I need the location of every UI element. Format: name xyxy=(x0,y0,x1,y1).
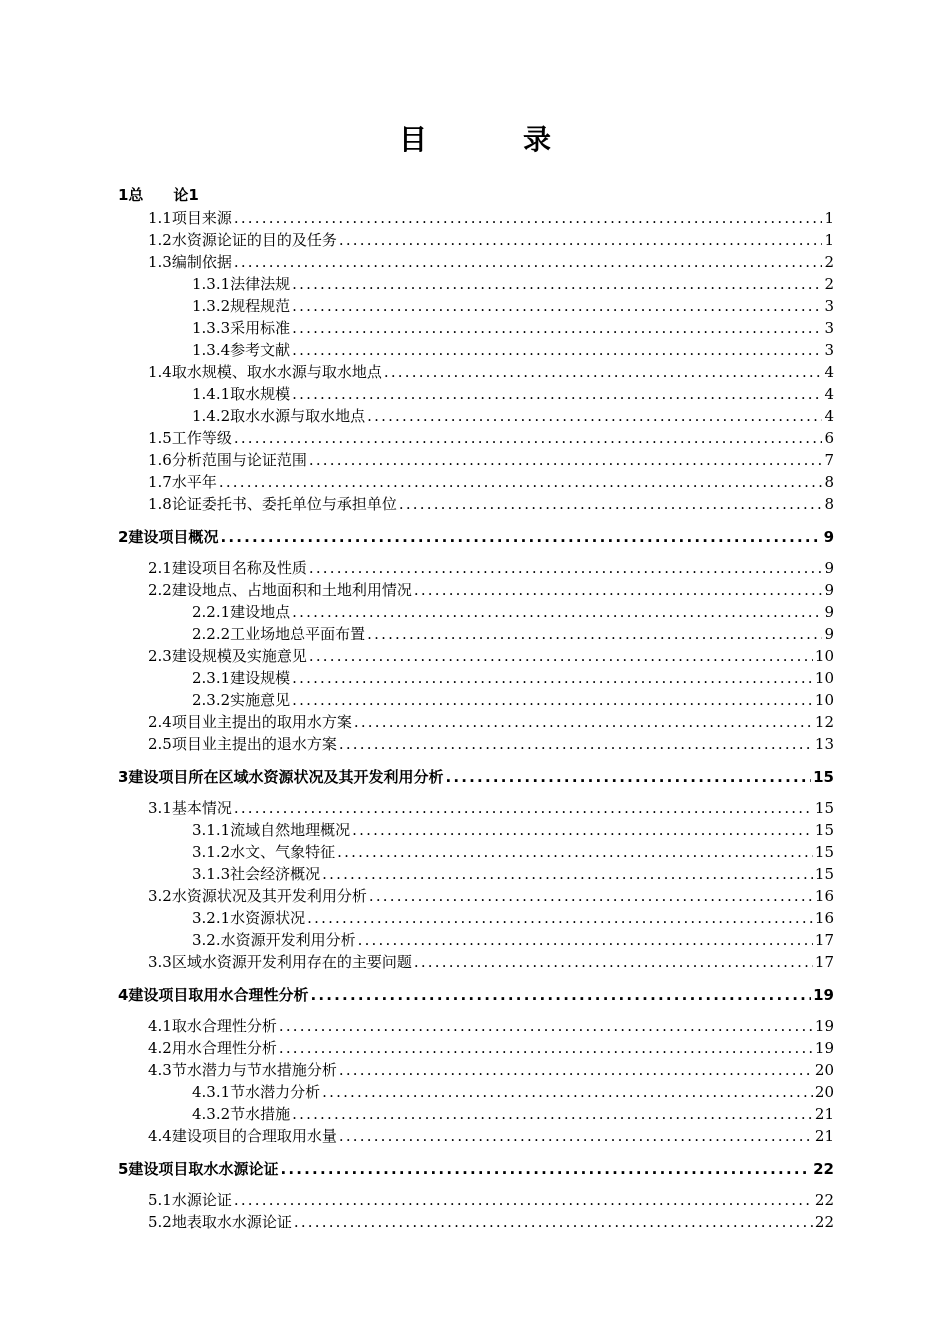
toc-entry-label: 2.2.2工业场地总平面布置 xyxy=(192,625,366,643)
toc-page-number: 4 xyxy=(824,385,834,403)
toc-page-number: 2 xyxy=(824,253,834,271)
toc-dot-leader xyxy=(309,449,823,471)
toc-page-number: 2 xyxy=(824,275,834,293)
toc-page-number: 10 xyxy=(814,647,834,665)
page-title-part1: 目 xyxy=(398,123,427,156)
toc-dot-leader xyxy=(358,929,813,951)
toc-entry-label: 2.3.2实施意见 xyxy=(192,691,291,709)
toc-entry-label: 2.1建设项目名称及性质 xyxy=(148,559,307,577)
toc-entry-label: 3.1.2水文、气象特征 xyxy=(192,843,336,861)
toc-entry[interactable] xyxy=(0,951,950,973)
toc-page-number: 16 xyxy=(814,887,834,905)
toc-dot-leader xyxy=(234,207,823,229)
toc-entry-label: 1总 论1 xyxy=(118,186,199,204)
toc-entry-label: 1.3.1法律法规 xyxy=(192,275,291,293)
toc-entry-label: 2.3建设规模及实施意见 xyxy=(148,647,307,665)
toc-dot-leader xyxy=(310,983,811,1007)
toc-entry[interactable] xyxy=(0,449,950,471)
toc-entry[interactable] xyxy=(0,251,950,273)
toc-page-number: 15 xyxy=(814,865,834,883)
toc-dot-leader xyxy=(292,295,822,317)
toc-entry-label: 3.2.1水资源状况 xyxy=(192,909,306,927)
toc-entry[interactable] xyxy=(0,841,950,863)
toc-entry[interactable] xyxy=(0,383,950,405)
toc-dot-leader xyxy=(339,733,813,755)
toc-entry[interactable] xyxy=(0,711,950,733)
toc-entry[interactable] xyxy=(0,1015,950,1037)
toc-page-number: 7 xyxy=(824,451,834,469)
toc-entry-label: 3.2.水资源开发利用分析 xyxy=(192,931,356,949)
toc-page-number: 4 xyxy=(824,363,834,381)
toc-page-number: 21 xyxy=(814,1127,834,1145)
toc-page-number: 6 xyxy=(824,429,834,447)
toc-dot-leader xyxy=(367,623,822,645)
toc-page-number: 19 xyxy=(814,1017,834,1035)
toc-dot-leader xyxy=(234,1189,813,1211)
toc-entry[interactable] xyxy=(0,907,950,929)
toc-dot-leader xyxy=(384,361,823,383)
toc-entry-label: 1.4.1取水规模 xyxy=(192,385,291,403)
toc-dot-leader xyxy=(369,885,813,907)
toc-entry[interactable] xyxy=(0,885,950,907)
toc-page-number: 4 xyxy=(824,407,834,425)
toc-entry-label: 2建设项目概况 xyxy=(118,528,219,546)
toc-entry-label: 4.1取水合理性分析 xyxy=(148,1017,277,1035)
toc-page-number: 9 xyxy=(824,603,834,621)
toc-entry[interactable] xyxy=(0,295,950,317)
toc-entry[interactable] xyxy=(0,797,950,819)
toc-entry-label: 1.3编制依据 xyxy=(148,253,232,271)
toc-entry-label: 1.3.4参考文献 xyxy=(192,341,291,359)
toc-dot-leader xyxy=(445,765,811,789)
toc-entry-label: 3.1.1流域自然地理概况 xyxy=(192,821,351,839)
toc-dot-leader xyxy=(354,711,813,733)
toc-dot-leader xyxy=(234,797,813,819)
toc-entry[interactable] xyxy=(0,317,950,339)
toc-entry-label: 2.2建设地点、占地面积和土地利用情况 xyxy=(148,581,412,599)
toc-chapter-entry[interactable] xyxy=(0,183,950,207)
toc-entry-label: 4.3.1节水潜力分析 xyxy=(192,1083,321,1101)
toc-entry-label: 4.2用水合理性分析 xyxy=(148,1039,277,1057)
toc-page-number: 13 xyxy=(814,735,834,753)
toc-entry-label: 1.5工作等级 xyxy=(148,429,232,447)
toc-page-number: 20 xyxy=(814,1083,834,1101)
toc-page-number: 1 xyxy=(824,231,834,249)
toc-page-number: 10 xyxy=(814,691,834,709)
toc-entry-label: 1.7水平年 xyxy=(148,473,217,491)
toc-entry-label: 4.4建设项目的合理取用水量 xyxy=(148,1127,337,1145)
toc-entry[interactable] xyxy=(0,733,950,755)
toc-entry[interactable] xyxy=(0,601,950,623)
toc-chapter-entry[interactable] xyxy=(0,765,950,789)
toc-entry-label: 1.4取水规模、取水水源与取水地点 xyxy=(148,363,382,381)
toc-entry[interactable] xyxy=(0,1059,950,1081)
toc-entry[interactable] xyxy=(0,1103,950,1125)
toc-page-number: 10 xyxy=(814,669,834,687)
toc-entry-label: 4.3节水潜力与节水措施分析 xyxy=(148,1061,337,1079)
toc-page-number: 3 xyxy=(824,297,834,315)
toc-dot-leader xyxy=(414,579,823,601)
toc-entry-label: 1.3.2规程规范 xyxy=(192,297,291,315)
toc-entry-label: 3.1基本情况 xyxy=(148,799,232,817)
toc-dot-leader xyxy=(292,317,822,339)
toc-page-number: 9 xyxy=(824,559,834,577)
toc-entry[interactable] xyxy=(0,819,950,841)
toc-entry-label: 1.8论证委托书、委托单位与承担单位 xyxy=(148,495,397,513)
toc-dot-leader xyxy=(292,339,822,361)
toc-page-number: 20 xyxy=(814,1061,834,1079)
toc-entry[interactable] xyxy=(0,579,950,601)
toc-entry-label: 5.1水源论证 xyxy=(148,1191,232,1209)
toc-page-number: 15 xyxy=(814,799,834,817)
toc-dot-leader xyxy=(234,251,823,273)
toc-dot-leader xyxy=(337,841,813,863)
toc-entry[interactable] xyxy=(0,339,950,361)
toc-entry[interactable] xyxy=(0,863,950,885)
toc-page-number: 22 xyxy=(814,1191,834,1209)
toc-entry-label: 3.2水资源状况及其开发利用分析 xyxy=(148,887,367,905)
toc-entry[interactable] xyxy=(0,207,950,229)
toc-page-number: 19 xyxy=(814,1039,834,1057)
toc-page-number: 3 xyxy=(824,319,834,337)
toc-dot-leader xyxy=(352,819,813,841)
toc-dot-leader xyxy=(220,525,821,549)
toc-entry[interactable] xyxy=(0,361,950,383)
toc-chapter-entry[interactable] xyxy=(0,983,950,1007)
toc-entry[interactable] xyxy=(0,493,950,515)
toc-dot-leader xyxy=(292,667,813,689)
toc-page-number: 17 xyxy=(814,953,834,971)
toc-dot-leader xyxy=(414,951,813,973)
toc-entry-label: 4建设项目取用水合理性分析 xyxy=(118,986,309,1004)
toc-entry-label: 1.4.2取水水源与取水地点 xyxy=(192,407,366,425)
toc-entry[interactable] xyxy=(0,471,950,493)
toc-entry[interactable] xyxy=(0,557,950,579)
toc-dot-leader xyxy=(234,427,823,449)
toc-dot-leader xyxy=(399,493,823,515)
toc-page-number: 12 xyxy=(814,713,834,731)
toc-entry-label: 2.2.1建设地点 xyxy=(192,603,291,621)
toc-entry[interactable] xyxy=(0,229,950,251)
toc-page-number: 8 xyxy=(824,473,834,491)
toc-page-number: 21 xyxy=(814,1105,834,1123)
toc-entry-label: 2.5项目业主提出的退水方案 xyxy=(148,735,337,753)
toc-dot-leader xyxy=(309,557,823,579)
toc-page-number: 9 xyxy=(824,581,834,599)
toc-entry[interactable] xyxy=(0,929,950,951)
toc-entry[interactable] xyxy=(0,623,950,645)
toc-entry-label: 5建设项目取水水源论证 xyxy=(118,1160,279,1178)
toc-dot-leader xyxy=(322,863,813,885)
toc-dot-leader xyxy=(309,645,813,667)
table-of-contents xyxy=(0,183,950,1233)
toc-page-number: 3 xyxy=(824,341,834,359)
toc-dot-leader xyxy=(292,383,822,405)
toc-page-number: 19 xyxy=(813,986,834,1004)
page-title-part2: 录 xyxy=(523,123,552,156)
toc-dot-leader xyxy=(292,689,813,711)
toc-page-number: 22 xyxy=(813,1160,834,1178)
toc-dot-leader xyxy=(322,1081,813,1103)
toc-entry[interactable] xyxy=(0,405,950,427)
toc-dot-leader xyxy=(339,229,823,251)
toc-entry[interactable] xyxy=(0,273,950,295)
toc-entry-label: 3.3区域水资源开发利用存在的主要问题 xyxy=(148,953,412,971)
toc-entry-label: 4.3.2节水措施 xyxy=(192,1105,291,1123)
toc-dot-leader xyxy=(292,273,822,295)
toc-page-number: 9 xyxy=(823,528,834,546)
toc-entry-label: 3建设项目所在区域水资源状况及其开发利用分析 xyxy=(118,768,444,786)
toc-entry[interactable] xyxy=(0,1037,950,1059)
toc-entry[interactable] xyxy=(0,1125,950,1147)
toc-entry[interactable] xyxy=(0,1081,950,1103)
toc-dot-leader xyxy=(339,1125,813,1147)
toc-chapter-entry[interactable] xyxy=(0,1157,950,1181)
toc-dot-leader xyxy=(294,1211,813,1233)
toc-page-number: 15 xyxy=(813,768,834,786)
toc-dot-leader xyxy=(280,1157,811,1181)
toc-dot-leader xyxy=(292,1103,813,1125)
toc-entry-label: 3.1.3社会经济概况 xyxy=(192,865,321,883)
toc-entry-label: 1.6分析范围与论证范围 xyxy=(148,451,307,469)
toc-entry[interactable] xyxy=(0,427,950,449)
toc-entry[interactable] xyxy=(0,667,950,689)
toc-entry-label: 5.2地表取水水源论证 xyxy=(148,1213,292,1231)
toc-page-number: 9 xyxy=(824,625,834,643)
toc-dot-leader xyxy=(339,1059,813,1081)
toc-dot-leader xyxy=(279,1037,813,1059)
toc-chapter-entry[interactable] xyxy=(0,525,950,549)
toc-page-number: 17 xyxy=(814,931,834,949)
toc-entry-label: 1.1项目来源 xyxy=(148,209,232,227)
toc-dot-leader xyxy=(307,907,813,929)
toc-entry[interactable] xyxy=(0,1189,950,1211)
toc-dot-leader xyxy=(367,405,822,427)
toc-entry-label: 2.3.1建设规模 xyxy=(192,669,291,687)
toc-entry[interactable] xyxy=(0,689,950,711)
toc-entry[interactable] xyxy=(0,1211,950,1233)
toc-page-number: 15 xyxy=(814,843,834,861)
toc-dot-leader xyxy=(292,601,822,623)
toc-page-number: 22 xyxy=(814,1213,834,1231)
toc-page-number: 16 xyxy=(814,909,834,927)
toc-page-number: 1 xyxy=(824,209,834,227)
toc-dot-leader xyxy=(219,471,823,493)
toc-entry[interactable] xyxy=(0,645,950,667)
toc-page-number: 15 xyxy=(814,821,834,839)
toc-entry-label: 1.2水资源论证的目的及任务 xyxy=(148,231,337,249)
page-title xyxy=(0,118,950,158)
toc-entry-label: 1.3.3采用标准 xyxy=(192,319,291,337)
toc-dot-leader xyxy=(279,1015,813,1037)
toc-entry-label: 2.4项目业主提出的取用水方案 xyxy=(148,713,352,731)
toc-page-number: 8 xyxy=(824,495,834,513)
